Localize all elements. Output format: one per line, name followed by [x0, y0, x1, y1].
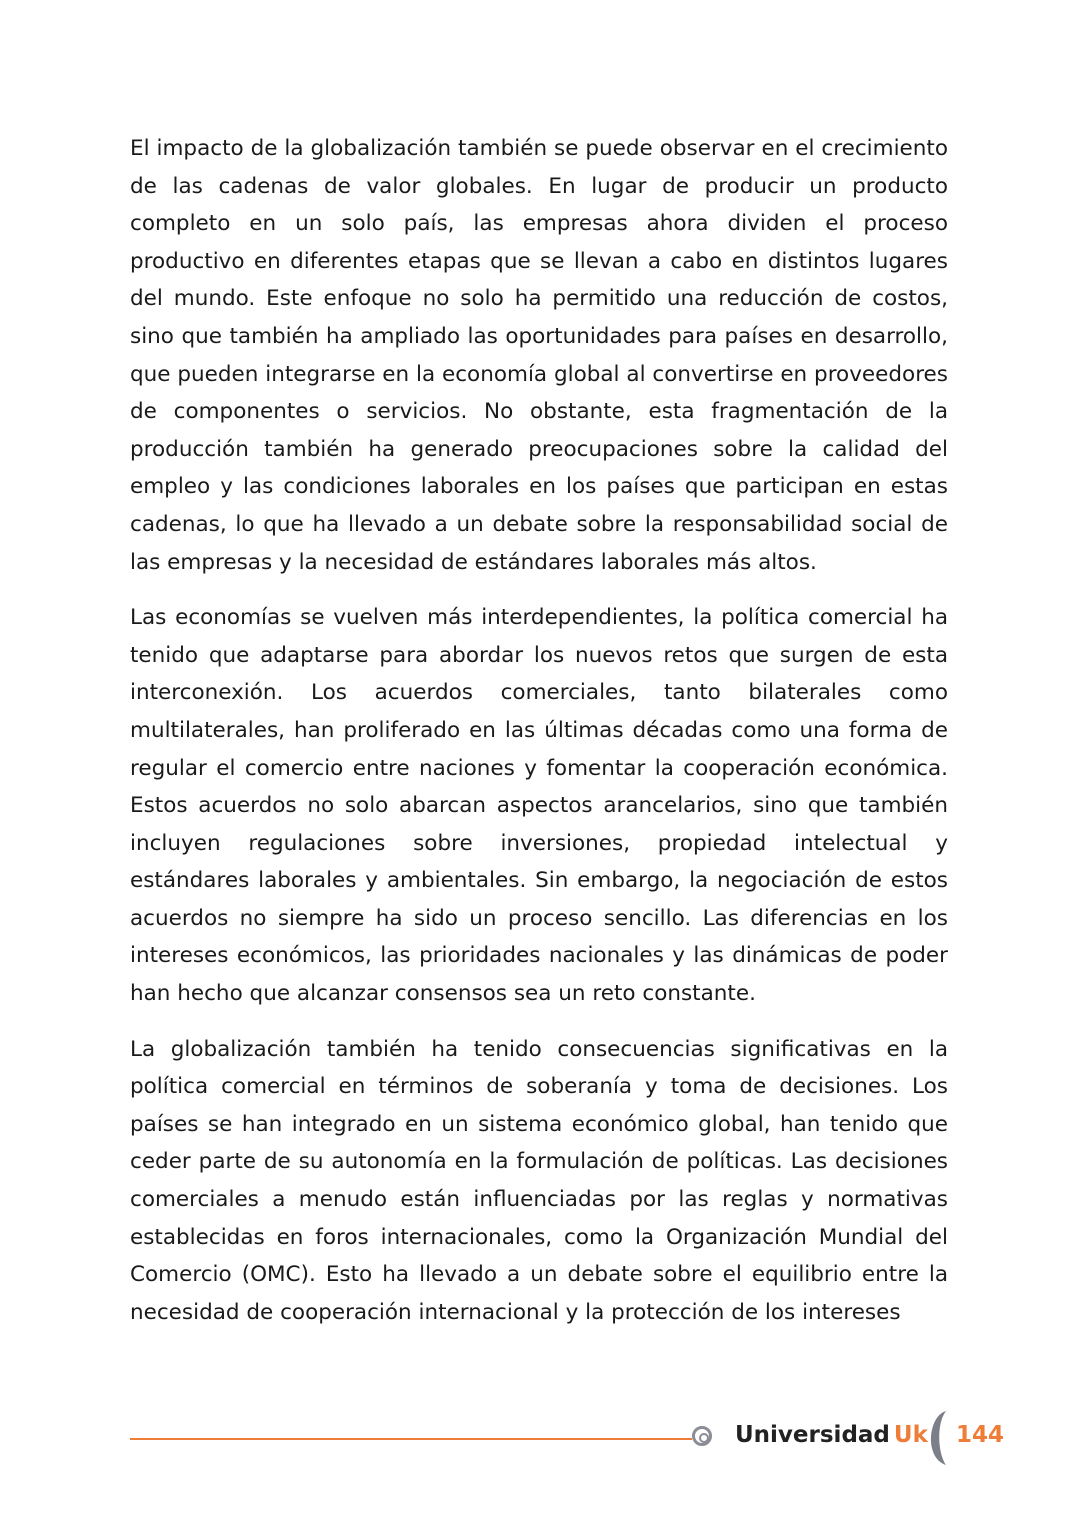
- body-paragraph-3: La globalización también ha tenido consecuencias significativas en la política comercial en términos de soberanía y toma de decisiones. Los países se han integrado en un sistema económico global, han tenido que ceder parte de su autonomía en la formulación de políticas. Las decisiones comerciales a menudo están influenciadas por las reglas y normativas establecidas en foros internacionales, como la Organización Mundial del Comercio (OMC). Esto ha llevado a un debate sobre el equilibrio entre la necesidad de cooperación internacional y la protección de los intereses: [130, 1036, 948, 1325]
- brand-logo: [735, 1422, 928, 1448]
- page-number: 144: [956, 1422, 1005, 1448]
- body-paragraph-2: Las economías se vuelven más interdependientes, la política comercial ha tenido que adaptarse para abordar los nuevos retos que surgen de esta interconexión. Los acuerdos comerciales, tanto bilaterales como multilaterales, han proliferado en las últimas décadas como una forma de regular el comercio entre naciones y fomentar la cooperación económica. Estos acuerdos no solo abarcan aspectos arancelarios, sino que también incluyen regulaciones sobre inversiones, propiedad intelectual y estándares laborales y ambientales. Sin embargo, la negociación de estos acuerdos no siempre ha sido un proceso sencillo. Las diferencias en los intereses económicos, las prioridades nacionales y las dinámicas de poder han hecho que alcanzar consensos sea un reto constante.: [130, 605, 948, 1007]
- brand-accent: Uk: [893, 1422, 928, 1448]
- brand-name: Universidad: [735, 1422, 890, 1448]
- page-content: [130, 130, 948, 1349]
- footer-divider-line: [130, 1438, 692, 1440]
- body-paragraph-1: El impacto de la globalización también se puede observar en el crecimiento de las cadenas de valor globales. En lugar de producir un producto completo en un solo país, las empresas ahora dividen el proceso productivo en diferentes etapas que se llevan a cabo en distintos lugares del mundo. Este enfoque no solo ha permitido una reducción de costos, sino que también ha ampliado las oportunidades para países en desarrollo, que pueden integrarse en la economía global al convertirse en proveedores de componentes o servicios. No obstante, esta fragmentación de la producción también ha generado preocupaciones sobre la calidad del empleo y las condiciones laborales en los países que participan en estas cadenas, lo que ha llevado a un debate sobre la responsabilidad social de las empresas y la necesidad de estándares laborales más altos.: [130, 136, 948, 575]
- page-footer: [130, 1408, 1005, 1472]
- target-icon: [692, 1426, 712, 1446]
